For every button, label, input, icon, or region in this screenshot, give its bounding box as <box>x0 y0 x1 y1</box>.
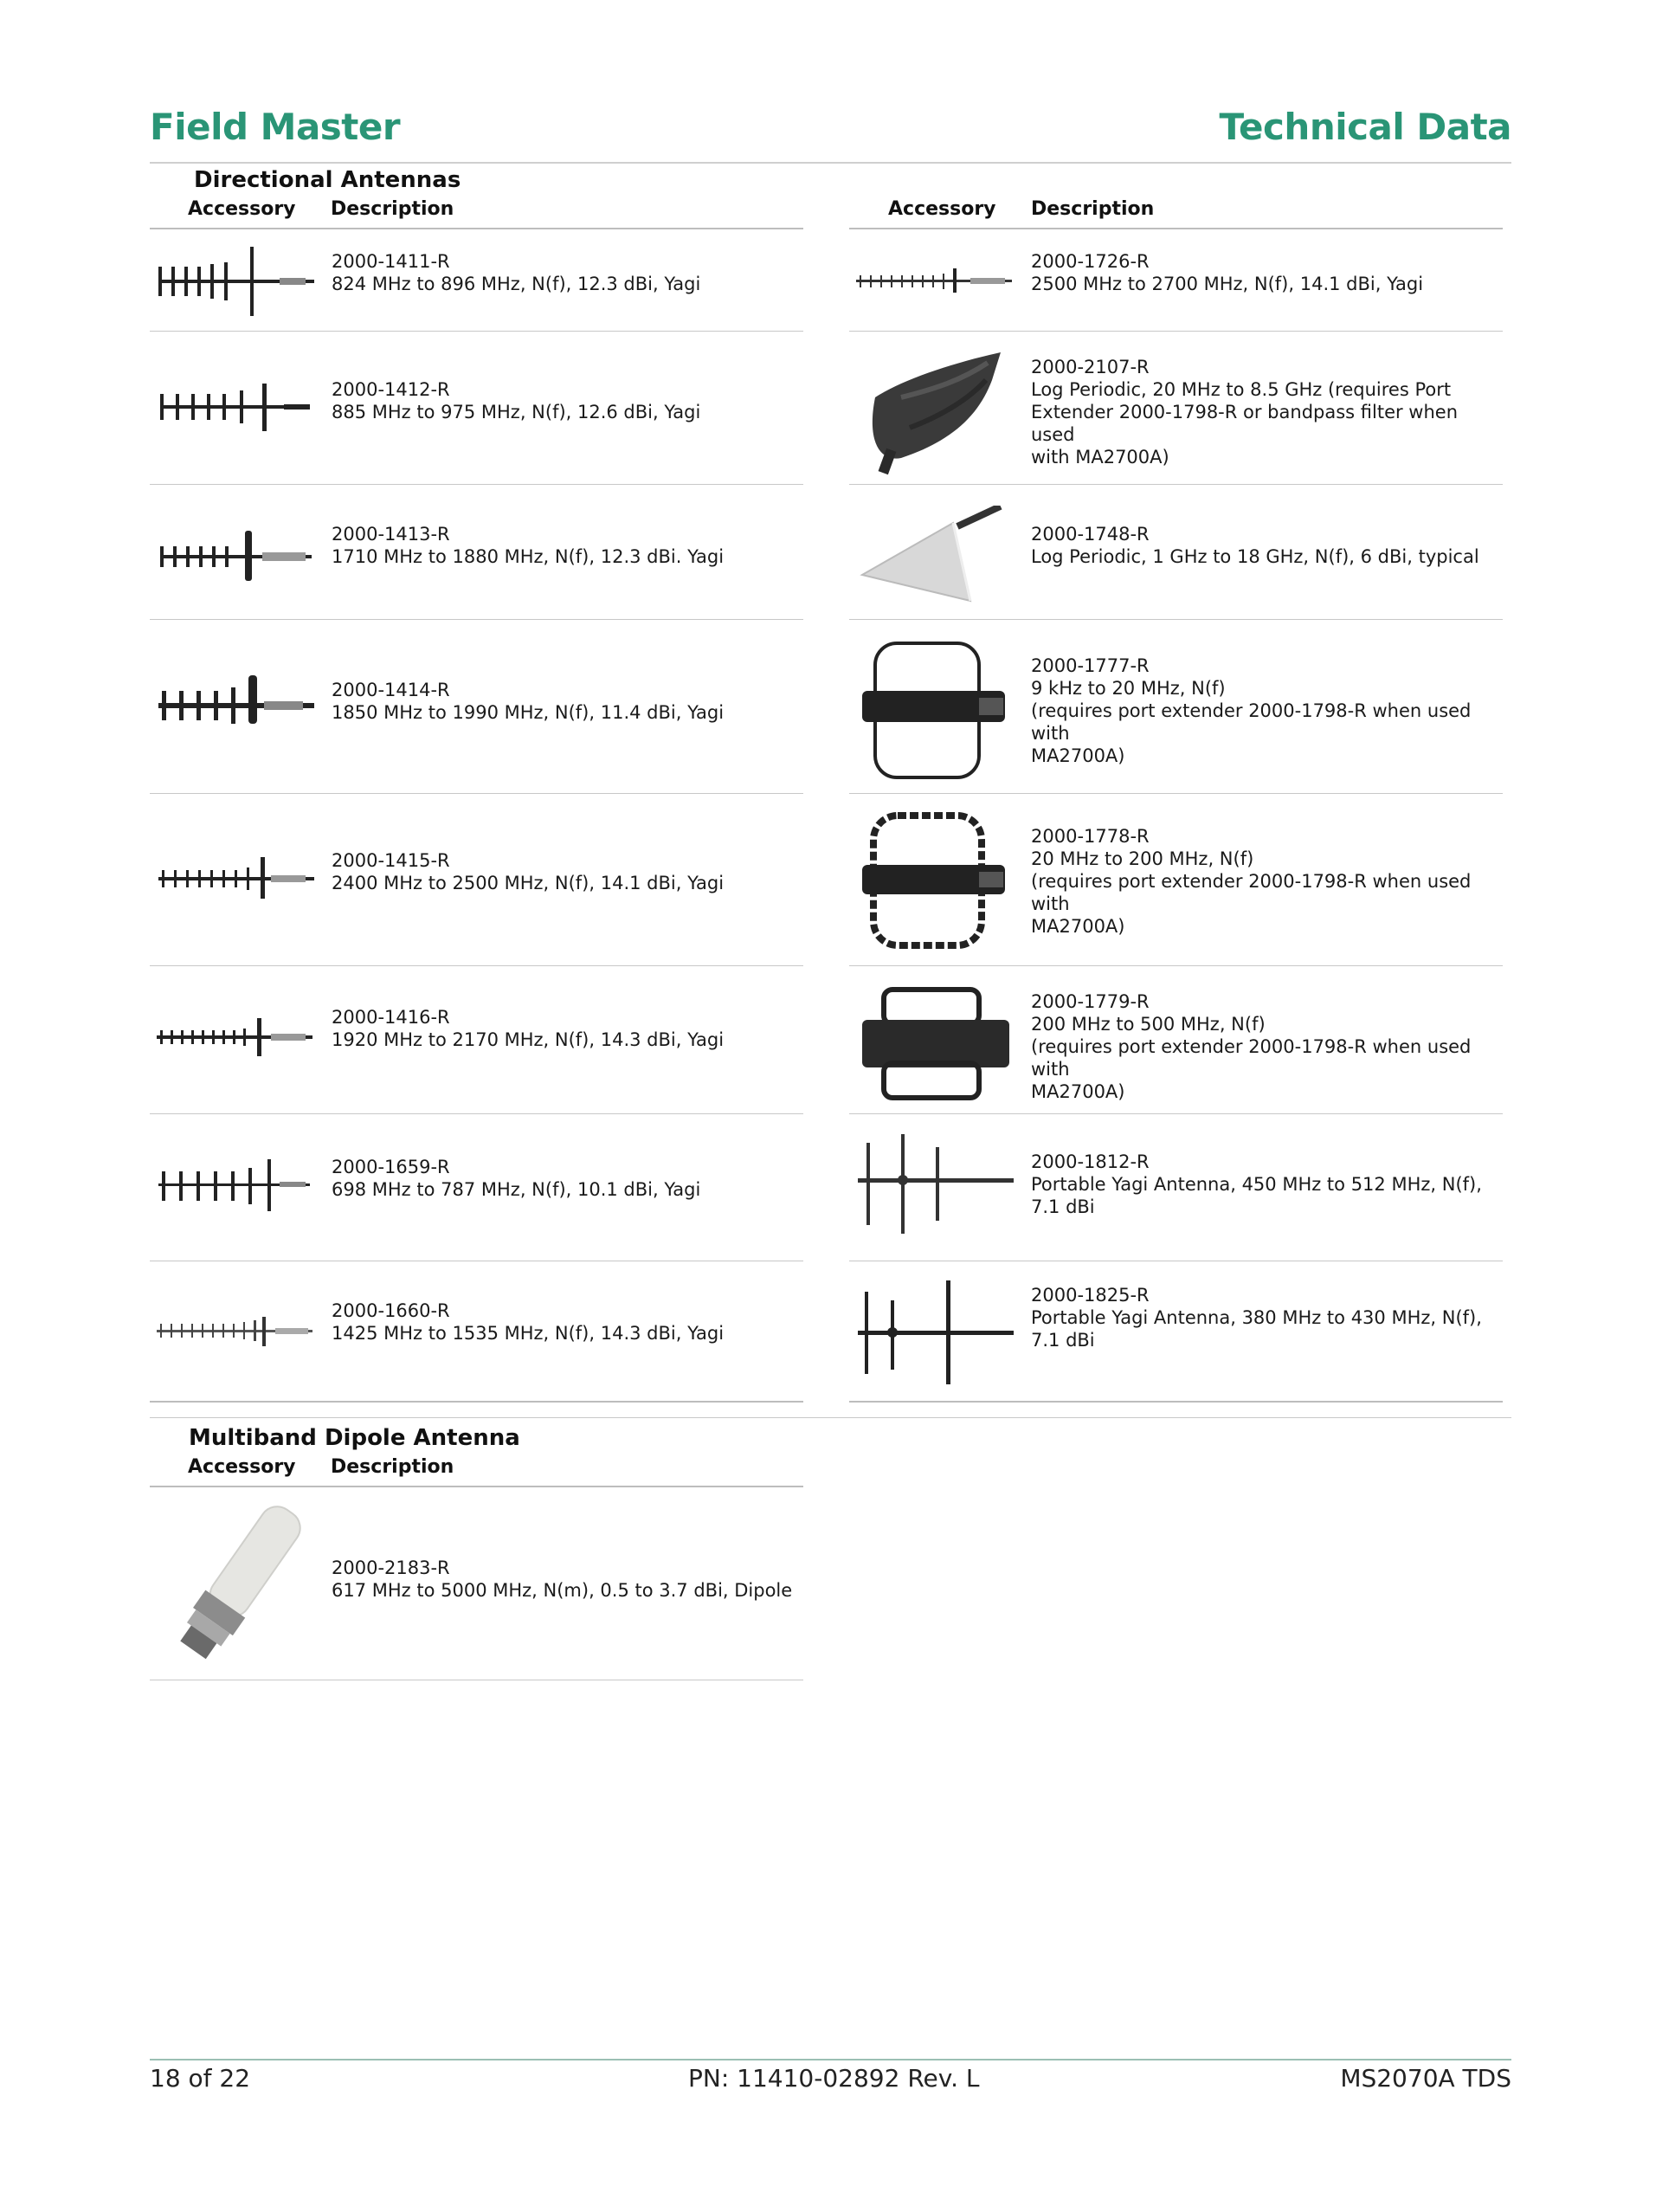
yagi-antenna-icon <box>150 245 319 319</box>
col-header-description-right: Description <box>1031 198 1155 220</box>
accessory-row <box>150 1114 803 1261</box>
part-description: 1850 MHz to 1990 MHz, N(f), 11.4 dBi, Yagi <box>332 702 725 723</box>
header-title-left: Field Master <box>150 106 401 148</box>
header-title-right: Technical Data <box>1219 106 1511 148</box>
part-number: 2000-1777-R <box>1031 655 1150 676</box>
header-divider <box>150 162 1511 164</box>
part-number: 2000-1415-R <box>332 850 450 871</box>
log-periodic-antenna-icon <box>849 345 1018 475</box>
part-description: 617 MHz to 5000 MHz, N(m), 0.5 to 3.7 dBi, Dipole <box>332 1580 793 1601</box>
part-description: 200 MHz to 500 MHz, N(f) (requires port extender 2000-1798-R when used with MA2700A) <box>1031 1014 1472 1102</box>
accessory-row <box>150 229 803 331</box>
accessory-row <box>849 229 1503 331</box>
part-number: 2000-1726-R <box>1031 251 1150 272</box>
col-header-accessory-right: Accessory <box>888 198 996 220</box>
col-header-description-left: Description <box>331 198 454 220</box>
accessory-row <box>150 1261 803 1401</box>
accessory-row <box>849 966 1503 1113</box>
part-description: 885 MHz to 975 MHz, N(f), 12.6 dBi, Yagi <box>332 402 701 422</box>
part-description: 824 MHz to 896 MHz, N(f), 12.3 dBi, Yagi <box>332 274 701 294</box>
yagi-antenna-icon <box>150 672 319 741</box>
part-description: 1710 MHz to 1880 MHz, N(f), 12.3 dBi. Yagi <box>332 546 725 567</box>
col-header-accessory: Accessory <box>188 1456 296 1478</box>
col-header-accessory-left: Accessory <box>188 198 296 220</box>
part-number: 2000-1778-R <box>1031 826 1150 847</box>
accessory-row <box>150 620 803 793</box>
document-id: MS2070A TDS <box>1340 2064 1511 2093</box>
part-number: 2000-1414-R <box>332 680 450 700</box>
part-description: 1425 MHz to 1535 MHz, N(f), 14.3 dBi, Yagi <box>332 1323 725 1344</box>
part-number: 2000-1812-R <box>1031 1151 1150 1172</box>
row-divider <box>150 1401 803 1403</box>
part-description: 2400 MHz to 2500 MHz, N(f), 14.1 dBi, Yagi <box>332 873 725 893</box>
accessory-row <box>849 794 1503 965</box>
accessory-row <box>150 794 803 965</box>
part-number: 2000-1416-R <box>332 1007 450 1028</box>
accessory-row <box>849 332 1503 484</box>
part-description: Portable Yagi Antenna, 450 MHz to 512 MHz, N(f), 7.1 dBi <box>1031 1174 1482 1217</box>
section-title-dipole: Multiband Dipole Antenna <box>189 1425 520 1451</box>
part-number: 2000-2107-R <box>1031 357 1150 377</box>
part-number: 2000-2183-R <box>332 1557 450 1578</box>
accessory-row <box>849 1114 1503 1261</box>
page-header <box>150 100 1511 163</box>
part-number: 2000-1748-R <box>1031 524 1150 545</box>
part-description: 9 kHz to 20 MHz, N(f) (requires port extender 2000-1798-R when used with MA2700A) <box>1031 678 1472 766</box>
col-header-description: Description <box>331 1456 454 1478</box>
loop-antenna-icon <box>849 811 1018 954</box>
section-divider <box>150 1417 1511 1418</box>
part-number: 2000-1413-R <box>332 524 450 545</box>
part-description: 20 MHz to 200 MHz, N(f) (requires port extender 2000-1798-R when used with MA2700A) <box>1031 848 1472 937</box>
loop-antenna-icon <box>849 985 1018 1102</box>
accessory-row <box>849 620 1503 793</box>
page-number: 18 of 22 <box>150 2064 251 2093</box>
yagi-antenna-icon <box>849 260 1018 303</box>
part-number: 2000-1411-R <box>332 251 450 272</box>
yagi-antenna-icon <box>150 1011 319 1063</box>
yagi-antenna-icon <box>150 848 319 909</box>
portable-yagi-antenna-icon <box>849 1279 1018 1387</box>
part-number: 2000-1660-R <box>332 1300 450 1321</box>
part-number-rev: PN: 11410-02892 Rev. L <box>688 2064 980 2093</box>
yagi-antenna-icon <box>150 1156 319 1216</box>
accessory-row <box>150 966 803 1113</box>
part-description: Log Periodic, 1 GHz to 18 GHz, N(f), 6 dBi, typical <box>1031 546 1479 567</box>
accessory-row <box>150 1487 803 1680</box>
accessory-row <box>150 485 803 619</box>
section-title-directional: Directional Antennas <box>194 167 461 193</box>
yagi-antenna-icon <box>150 524 319 589</box>
portable-yagi-antenna-icon <box>849 1130 1018 1238</box>
yagi-antenna-icon <box>150 1305 319 1357</box>
part-description: Portable Yagi Antenna, 380 MHz to 430 MHz, N(f), 7.1 dBi <box>1031 1307 1482 1351</box>
dipole-antenna-icon <box>150 1503 319 1667</box>
row-divider <box>849 1401 1503 1403</box>
part-description: 2500 MHz to 2700 MHz, N(f), 14.1 dBi, Yagi <box>1031 274 1424 294</box>
part-number: 2000-1412-R <box>332 379 450 400</box>
part-description: Log Periodic, 20 MHz to 8.5 GHz (requires Port Extender 2000-1798-R or bandpass filter when used with MA2700A) <box>1031 379 1459 468</box>
part-number: 2000-1779-R <box>1031 991 1150 1012</box>
loop-antenna-icon <box>849 639 1018 782</box>
accessory-row <box>150 332 803 484</box>
part-number: 2000-1825-R <box>1031 1285 1150 1306</box>
footer-divider <box>150 2059 1511 2060</box>
accessory-row <box>849 485 1503 619</box>
part-number: 2000-1659-R <box>332 1157 450 1177</box>
part-description: 698 MHz to 787 MHz, N(f), 10.1 dBi, Yagi <box>332 1179 701 1200</box>
yagi-antenna-icon <box>150 375 319 440</box>
accessory-row <box>849 1261 1503 1401</box>
part-description: 1920 MHz to 2170 MHz, N(f), 14.3 dBi, Yagi <box>332 1029 725 1050</box>
log-periodic-antenna-icon <box>849 506 1018 609</box>
